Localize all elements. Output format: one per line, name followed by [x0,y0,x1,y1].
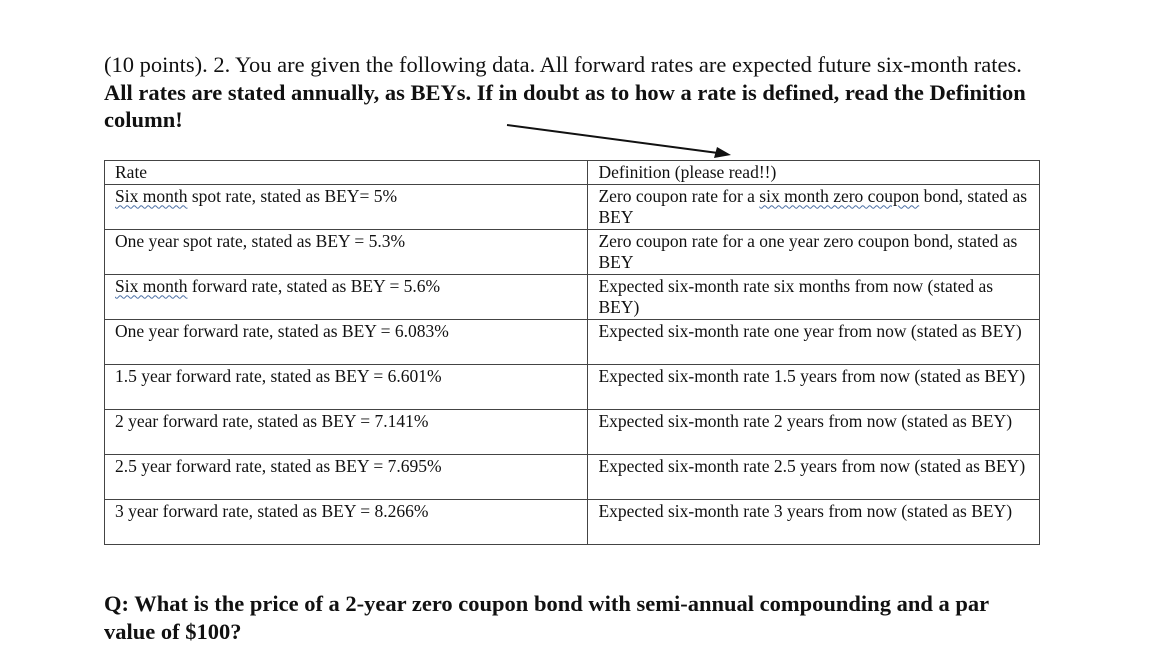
rate-column-header: Rate [105,161,588,185]
definition-cell [588,499,1040,544]
intro-text: (10 points). 2. You are given the following data. All forward rates are expected future six-month rates. [104,52,1022,77]
definition-text: Expected six-month rate one year from now (stated as BEY) [598,320,1022,341]
rate-cell [105,364,588,409]
problem-intro [104,51,1054,134]
definition-spellcheck-text: six month zero coupon [759,185,920,206]
rate-cell [105,319,588,364]
rate-text: 2 year forward rate, stated as BEY = 7.141% [115,410,429,431]
definition-text: bond, stated as BEY [598,185,1028,227]
rate-cell [105,409,588,454]
definition-text: Expected six-month rate 2.5 years from now (stated as BEY) [598,455,1026,476]
table-row [105,184,1040,229]
definition-text: Expected six-month rate 1.5 years from now (stated as BEY) [598,365,1026,386]
definition-column-header: Definition (please read!!) [588,161,1040,185]
definition-cell [588,229,1040,274]
rate-cell [105,454,588,499]
rates-table [104,160,1040,545]
definition-cell [588,454,1040,499]
table-row [105,229,1040,274]
table-row [105,454,1040,499]
definition-text: Expected six-month rate 2 years from now (stated as BEY) [598,410,1013,431]
rate-spellcheck-text: Six month [115,185,188,206]
question-text: Q: What is the price of a 2-year zero coupon bond with semi-annual compounding and a par value of $100? [104,591,989,644]
table-row [105,499,1040,544]
definition-cell [588,319,1040,364]
table-row [105,364,1040,409]
table-row [105,274,1040,319]
definition-text: Expected six-month rate 3 years from now (stated as BEY) [598,500,1013,521]
rate-cell [105,499,588,544]
definition-text: Expected six-month rate six months from now (stated as BEY) [598,275,994,317]
rate-spellcheck-text: Six month [115,275,188,296]
table-row [105,409,1040,454]
intro-bold-text: All rates are stated annually, as BEYs. If in doubt as to how a rate is defined, read the Definition column! [104,79,1026,132]
table-header-row [105,161,1040,185]
rate-text: spot rate, stated as BEY= 5% [187,185,398,206]
definition-cell [588,274,1040,319]
definition-text: Zero coupon rate for a one year zero coupon bond, stated as BEY [598,230,1018,272]
rate-text: 2.5 year forward rate, stated as BEY = 7.695% [115,455,442,476]
table-row [105,319,1040,364]
rate-cell [105,274,588,319]
definition-cell [588,409,1040,454]
definition-cell [588,364,1040,409]
rate-cell [105,229,588,274]
rate-text: One year spot rate, stated as BEY = 5.3% [115,230,406,251]
rate-text: One year forward rate, stated as BEY = 6.083% [115,320,449,341]
rate-text: 1.5 year forward rate, stated as BEY = 6.601% [115,365,442,386]
definition-text: Zero coupon rate for a [598,185,760,206]
rate-text: forward rate, stated as BEY = 5.6% [187,275,441,296]
rate-cell [105,184,588,229]
rate-text: 3 year forward rate, stated as BEY = 8.266% [115,500,429,521]
definition-cell [588,184,1040,229]
